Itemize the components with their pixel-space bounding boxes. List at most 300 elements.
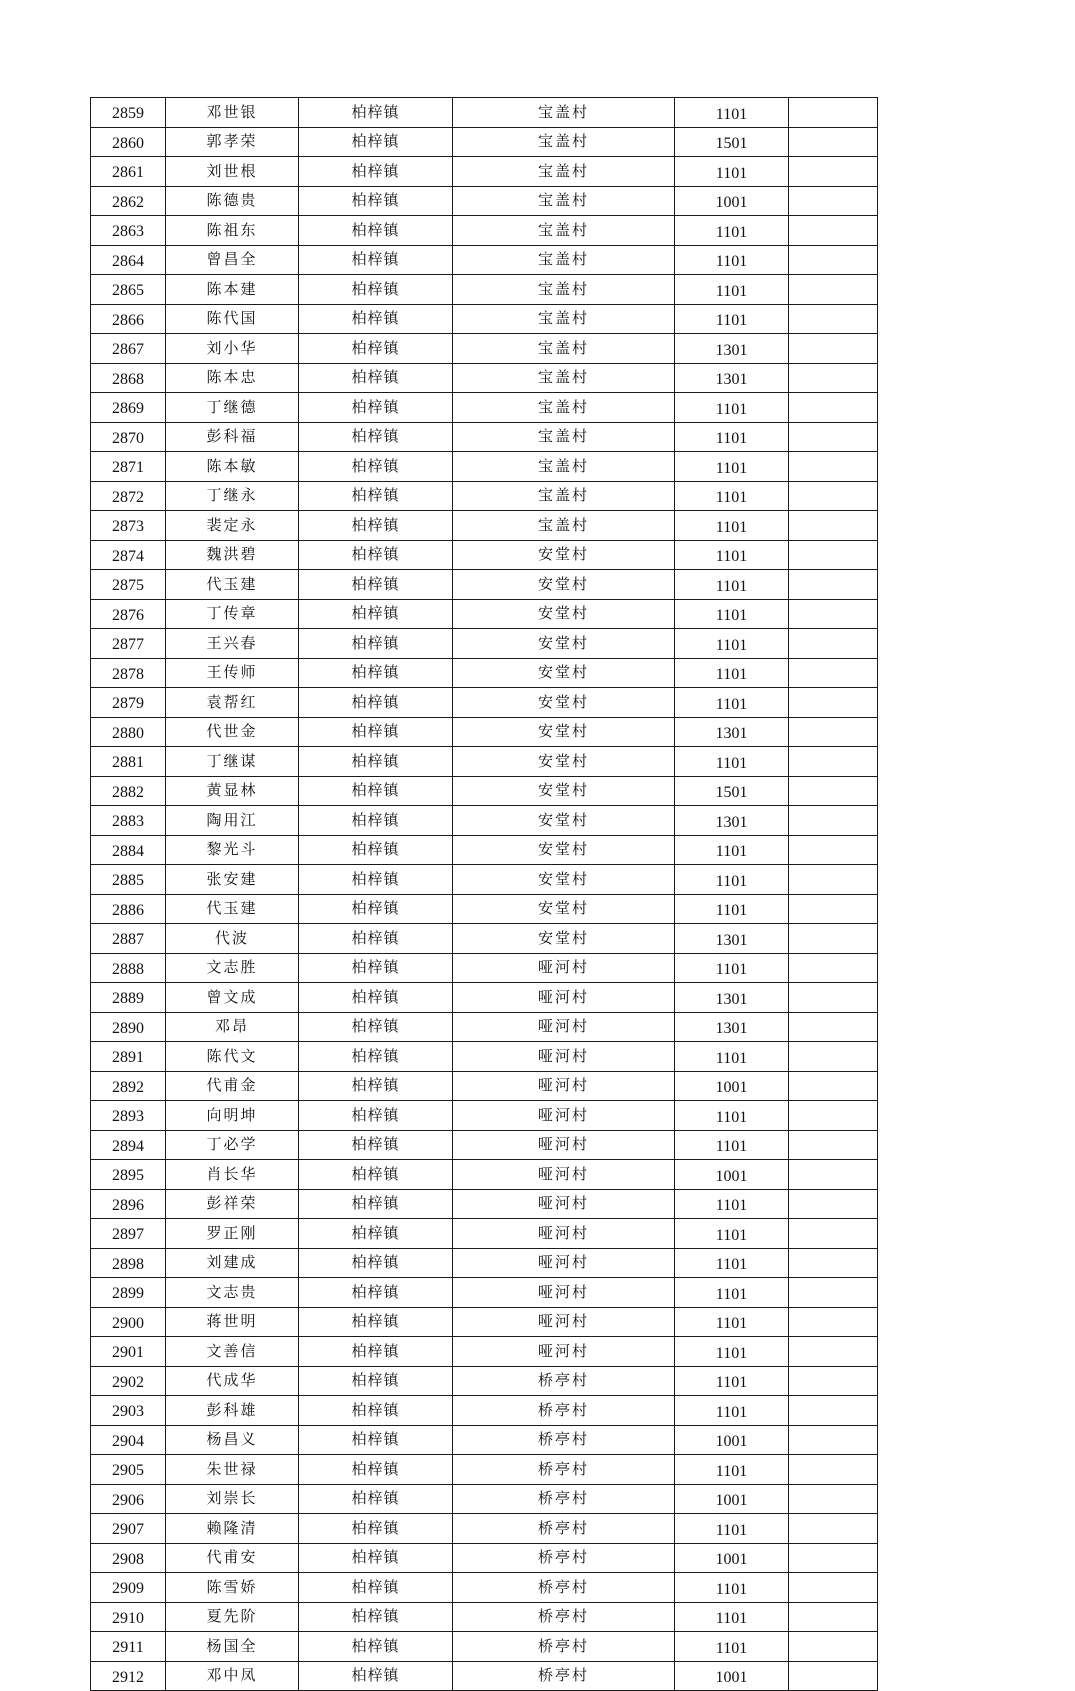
table-row [91, 1160, 878, 1190]
cell-index: 2864 [91, 245, 166, 275]
cell-index: 2905 [91, 1455, 166, 1485]
cell-village: 宝盖村 [453, 186, 675, 216]
cell-name: 王传师 [166, 658, 299, 688]
cell-index: 2911 [91, 1632, 166, 1662]
cell-village: 桥亭村 [453, 1425, 675, 1455]
cell-note [789, 481, 878, 511]
cell-town: 柏梓镇 [299, 1425, 453, 1455]
cell-village: 桥亭村 [453, 1396, 675, 1426]
cell-note [789, 1573, 878, 1603]
table-row [91, 1366, 878, 1396]
cell-town: 柏梓镇 [299, 98, 453, 128]
cell-village: 哑河村 [453, 983, 675, 1013]
cell-index: 2878 [91, 658, 166, 688]
cell-name: 丁继永 [166, 481, 299, 511]
cell-note [789, 776, 878, 806]
cell-name: 夏先阶 [166, 1602, 299, 1632]
table-row [91, 98, 878, 128]
cell-code: 1001 [675, 1484, 789, 1514]
cell-index: 2882 [91, 776, 166, 806]
cell-town: 柏梓镇 [299, 747, 453, 777]
table-row [91, 1248, 878, 1278]
table-row [91, 776, 878, 806]
cell-note [789, 1278, 878, 1308]
cell-index: 2869 [91, 393, 166, 423]
cell-index: 2904 [91, 1425, 166, 1455]
cell-name: 陈代国 [166, 304, 299, 334]
cell-note [789, 835, 878, 865]
table-row [91, 1071, 878, 1101]
cell-code: 1101 [675, 157, 789, 187]
cell-index: 2872 [91, 481, 166, 511]
cell-index: 2867 [91, 334, 166, 364]
cell-name: 代成华 [166, 1366, 299, 1396]
cell-note [789, 422, 878, 452]
cell-town: 柏梓镇 [299, 717, 453, 747]
cell-code: 1101 [675, 216, 789, 246]
cell-note [789, 1071, 878, 1101]
cell-name: 刘崇长 [166, 1484, 299, 1514]
cell-village: 哑河村 [453, 1130, 675, 1160]
cell-code: 1301 [675, 1012, 789, 1042]
cell-town: 柏梓镇 [299, 363, 453, 393]
data-table [90, 97, 878, 1691]
cell-note [789, 688, 878, 718]
cell-town: 柏梓镇 [299, 1337, 453, 1367]
cell-note [789, 216, 878, 246]
cell-note [789, 245, 878, 275]
cell-code: 1101 [675, 98, 789, 128]
cell-village: 宝盖村 [453, 481, 675, 511]
cell-index: 2900 [91, 1307, 166, 1337]
cell-code: 1301 [675, 983, 789, 1013]
cell-index: 2884 [91, 835, 166, 865]
cell-name: 曾昌全 [166, 245, 299, 275]
cell-code: 1101 [675, 747, 789, 777]
cell-town: 柏梓镇 [299, 216, 453, 246]
cell-note [789, 1189, 878, 1219]
cell-note [789, 658, 878, 688]
cell-index: 2903 [91, 1396, 166, 1426]
cell-town: 柏梓镇 [299, 953, 453, 983]
cell-village: 哑河村 [453, 1307, 675, 1337]
cell-index: 2890 [91, 1012, 166, 1042]
cell-town: 柏梓镇 [299, 540, 453, 570]
cell-index: 2893 [91, 1101, 166, 1131]
table-row [91, 717, 878, 747]
table-row [91, 570, 878, 600]
cell-index: 2896 [91, 1189, 166, 1219]
table-row [91, 658, 878, 688]
table-row [91, 511, 878, 541]
table-row [91, 806, 878, 836]
cell-code: 1001 [675, 1425, 789, 1455]
cell-index: 2860 [91, 127, 166, 157]
cell-index: 2886 [91, 894, 166, 924]
cell-note [789, 157, 878, 187]
cell-code: 1001 [675, 1543, 789, 1573]
table-row [91, 540, 878, 570]
cell-name: 袁帮红 [166, 688, 299, 718]
cell-name: 郭孝荣 [166, 127, 299, 157]
cell-name: 丁必学 [166, 1130, 299, 1160]
cell-note [789, 363, 878, 393]
cell-note [789, 452, 878, 482]
cell-code: 1101 [675, 540, 789, 570]
cell-code: 1101 [675, 1278, 789, 1308]
cell-town: 柏梓镇 [299, 1307, 453, 1337]
cell-name: 彭科雄 [166, 1396, 299, 1426]
cell-town: 柏梓镇 [299, 865, 453, 895]
cell-name: 邓世银 [166, 98, 299, 128]
cell-index: 2908 [91, 1543, 166, 1573]
cell-town: 柏梓镇 [299, 894, 453, 924]
cell-index: 2901 [91, 1337, 166, 1367]
cell-name: 陈德贵 [166, 186, 299, 216]
cell-note [789, 1337, 878, 1367]
cell-note [789, 717, 878, 747]
cell-name: 陈本敏 [166, 452, 299, 482]
cell-index: 2866 [91, 304, 166, 334]
cell-code: 1301 [675, 334, 789, 364]
cell-index: 2898 [91, 1248, 166, 1278]
table-row [91, 481, 878, 511]
cell-name: 张安建 [166, 865, 299, 895]
cell-code: 1501 [675, 776, 789, 806]
table-row [91, 1219, 878, 1249]
cell-code: 1001 [675, 1071, 789, 1101]
cell-village: 宝盖村 [453, 216, 675, 246]
cell-code: 1101 [675, 1307, 789, 1337]
cell-index: 2902 [91, 1366, 166, 1396]
cell-town: 柏梓镇 [299, 275, 453, 305]
cell-name: 魏洪碧 [166, 540, 299, 570]
cell-town: 柏梓镇 [299, 776, 453, 806]
cell-name: 文善信 [166, 1337, 299, 1367]
cell-code: 1101 [675, 1602, 789, 1632]
cell-village: 宝盖村 [453, 127, 675, 157]
cell-note [789, 1543, 878, 1573]
cell-name: 代玉建 [166, 894, 299, 924]
cell-note [789, 1425, 878, 1455]
cell-name: 蒋世明 [166, 1307, 299, 1337]
cell-village: 桥亭村 [453, 1632, 675, 1662]
table-row [91, 393, 878, 423]
table-row [91, 1278, 878, 1308]
cell-town: 柏梓镇 [299, 1219, 453, 1249]
cell-name: 曾文成 [166, 983, 299, 1013]
cell-town: 柏梓镇 [299, 658, 453, 688]
cell-code: 1101 [675, 894, 789, 924]
table-row [91, 1455, 878, 1485]
cell-town: 柏梓镇 [299, 1514, 453, 1544]
cell-index: 2874 [91, 540, 166, 570]
cell-note [789, 1661, 878, 1691]
cell-village: 哑河村 [453, 1189, 675, 1219]
cell-name: 文志贵 [166, 1278, 299, 1308]
cell-index: 2894 [91, 1130, 166, 1160]
cell-name: 丁传章 [166, 599, 299, 629]
cell-village: 桥亭村 [453, 1366, 675, 1396]
cell-code: 1501 [675, 127, 789, 157]
cell-index: 2871 [91, 452, 166, 482]
cell-note [789, 629, 878, 659]
cell-note [789, 924, 878, 954]
cell-town: 柏梓镇 [299, 511, 453, 541]
cell-name: 刘建成 [166, 1248, 299, 1278]
cell-town: 柏梓镇 [299, 1160, 453, 1190]
cell-town: 柏梓镇 [299, 1573, 453, 1603]
cell-name: 代波 [166, 924, 299, 954]
cell-code: 1101 [675, 865, 789, 895]
cell-code: 1101 [675, 452, 789, 482]
cell-name: 杨昌义 [166, 1425, 299, 1455]
cell-village: 宝盖村 [453, 393, 675, 423]
cell-town: 柏梓镇 [299, 599, 453, 629]
cell-name: 刘小华 [166, 334, 299, 364]
table-row [91, 275, 878, 305]
cell-code: 1101 [675, 245, 789, 275]
cell-code: 1301 [675, 717, 789, 747]
cell-code: 1101 [675, 688, 789, 718]
cell-name: 陈代文 [166, 1042, 299, 1072]
cell-note [789, 1632, 878, 1662]
table-row [91, 363, 878, 393]
cell-town: 柏梓镇 [299, 452, 453, 482]
cell-name: 代甫金 [166, 1071, 299, 1101]
cell-town: 柏梓镇 [299, 983, 453, 1013]
cell-town: 柏梓镇 [299, 1248, 453, 1278]
table-row [91, 304, 878, 334]
table-row [91, 1573, 878, 1603]
cell-note [789, 1366, 878, 1396]
cell-code: 1101 [675, 570, 789, 600]
cell-village: 安堂村 [453, 688, 675, 718]
cell-note [789, 127, 878, 157]
cell-town: 柏梓镇 [299, 304, 453, 334]
table-row [91, 127, 878, 157]
cell-town: 柏梓镇 [299, 1455, 453, 1485]
table-row [91, 157, 878, 187]
cell-index: 2862 [91, 186, 166, 216]
table-row [91, 865, 878, 895]
cell-note [789, 1101, 878, 1131]
cell-village: 哑河村 [453, 1071, 675, 1101]
cell-village: 安堂村 [453, 835, 675, 865]
table-row [91, 1543, 878, 1573]
cell-town: 柏梓镇 [299, 835, 453, 865]
cell-town: 柏梓镇 [299, 688, 453, 718]
cell-name: 黄显林 [166, 776, 299, 806]
cell-code: 1101 [675, 1130, 789, 1160]
cell-note [789, 540, 878, 570]
table-row [91, 452, 878, 482]
cell-town: 柏梓镇 [299, 806, 453, 836]
cell-index: 2876 [91, 599, 166, 629]
cell-note [789, 865, 878, 895]
cell-town: 柏梓镇 [299, 334, 453, 364]
cell-index: 2912 [91, 1661, 166, 1691]
cell-name: 陈本忠 [166, 363, 299, 393]
table-row [91, 894, 878, 924]
cell-village: 宝盖村 [453, 304, 675, 334]
cell-village: 宝盖村 [453, 452, 675, 482]
cell-village: 宝盖村 [453, 275, 675, 305]
cell-town: 柏梓镇 [299, 1484, 453, 1514]
cell-name: 罗正刚 [166, 1219, 299, 1249]
table-row [91, 924, 878, 954]
table-row [91, 1396, 878, 1426]
table-row [91, 1632, 878, 1662]
cell-note [789, 1602, 878, 1632]
cell-note [789, 953, 878, 983]
cell-name: 代玉建 [166, 570, 299, 600]
table-row [91, 1425, 878, 1455]
cell-index: 2859 [91, 98, 166, 128]
cell-code: 1101 [675, 1337, 789, 1367]
cell-town: 柏梓镇 [299, 157, 453, 187]
cell-index: 2870 [91, 422, 166, 452]
cell-code: 1101 [675, 304, 789, 334]
cell-code: 1101 [675, 1366, 789, 1396]
cell-code: 1101 [675, 835, 789, 865]
cell-name: 陶用江 [166, 806, 299, 836]
cell-code: 1101 [675, 1248, 789, 1278]
cell-town: 柏梓镇 [299, 1632, 453, 1662]
table-row [91, 1337, 878, 1367]
cell-note [789, 806, 878, 836]
cell-village: 桥亭村 [453, 1661, 675, 1691]
cell-town: 柏梓镇 [299, 127, 453, 157]
table-row [91, 422, 878, 452]
cell-note [789, 511, 878, 541]
cell-name: 王兴春 [166, 629, 299, 659]
cell-village: 哑河村 [453, 1101, 675, 1131]
cell-index: 2877 [91, 629, 166, 659]
cell-village: 哑河村 [453, 953, 675, 983]
cell-code: 1101 [675, 481, 789, 511]
cell-village: 安堂村 [453, 599, 675, 629]
cell-village: 宝盖村 [453, 511, 675, 541]
cell-code: 1101 [675, 1042, 789, 1072]
table-row [91, 1042, 878, 1072]
cell-name: 陈雪娇 [166, 1573, 299, 1603]
cell-village: 哑河村 [453, 1248, 675, 1278]
cell-code: 1301 [675, 924, 789, 954]
cell-code: 1301 [675, 806, 789, 836]
cell-village: 桥亭村 [453, 1484, 675, 1514]
cell-code: 1101 [675, 275, 789, 305]
cell-village: 安堂村 [453, 540, 675, 570]
cell-village: 宝盖村 [453, 363, 675, 393]
table-row [91, 747, 878, 777]
cell-note [789, 1160, 878, 1190]
cell-town: 柏梓镇 [299, 1189, 453, 1219]
cell-index: 2875 [91, 570, 166, 600]
cell-town: 柏梓镇 [299, 1101, 453, 1131]
cell-index: 2892 [91, 1071, 166, 1101]
cell-note [789, 1484, 878, 1514]
cell-name: 向明坤 [166, 1101, 299, 1131]
table-row [91, 1307, 878, 1337]
cell-code: 1101 [675, 1514, 789, 1544]
cell-name: 刘世根 [166, 157, 299, 187]
cell-name: 彭科福 [166, 422, 299, 452]
cell-name: 文志胜 [166, 953, 299, 983]
cell-index: 2895 [91, 1160, 166, 1190]
cell-note [789, 570, 878, 600]
cell-name: 陈本建 [166, 275, 299, 305]
cell-index: 2879 [91, 688, 166, 718]
cell-code: 1101 [675, 658, 789, 688]
cell-note [789, 393, 878, 423]
cell-note [789, 1012, 878, 1042]
cell-note [789, 1396, 878, 1426]
table-row [91, 334, 878, 364]
table-row [91, 1101, 878, 1131]
cell-name: 赖隆清 [166, 1514, 299, 1544]
cell-index: 2887 [91, 924, 166, 954]
cell-index: 2899 [91, 1278, 166, 1308]
table-row [91, 1189, 878, 1219]
cell-note [789, 304, 878, 334]
cell-name: 陈祖东 [166, 216, 299, 246]
cell-village: 安堂村 [453, 894, 675, 924]
cell-note [789, 1219, 878, 1249]
table-row [91, 1130, 878, 1160]
cell-index: 2897 [91, 1219, 166, 1249]
cell-code: 1101 [675, 629, 789, 659]
cell-village: 安堂村 [453, 806, 675, 836]
cell-note [789, 747, 878, 777]
cell-town: 柏梓镇 [299, 393, 453, 423]
cell-town: 柏梓镇 [299, 1278, 453, 1308]
cell-index: 2910 [91, 1602, 166, 1632]
cell-index: 2861 [91, 157, 166, 187]
cell-town: 柏梓镇 [299, 1012, 453, 1042]
cell-note [789, 334, 878, 364]
cell-village: 宝盖村 [453, 334, 675, 364]
cell-town: 柏梓镇 [299, 629, 453, 659]
cell-name: 邓中凤 [166, 1661, 299, 1691]
cell-code: 1101 [675, 511, 789, 541]
cell-village: 桥亭村 [453, 1514, 675, 1544]
cell-town: 柏梓镇 [299, 481, 453, 511]
cell-code: 1001 [675, 1661, 789, 1691]
cell-name: 朱世禄 [166, 1455, 299, 1485]
table-row [91, 1012, 878, 1042]
cell-code: 1101 [675, 1101, 789, 1131]
cell-code: 1101 [675, 1396, 789, 1426]
table-row [91, 216, 878, 246]
cell-index: 2906 [91, 1484, 166, 1514]
cell-note [789, 894, 878, 924]
cell-note [789, 1455, 878, 1485]
cell-village: 哑河村 [453, 1160, 675, 1190]
cell-village: 安堂村 [453, 570, 675, 600]
cell-name: 彭祥荣 [166, 1189, 299, 1219]
cell-town: 柏梓镇 [299, 1366, 453, 1396]
table-row [91, 1514, 878, 1544]
cell-note [789, 98, 878, 128]
cell-index: 2888 [91, 953, 166, 983]
cell-code: 1101 [675, 393, 789, 423]
cell-index: 2868 [91, 363, 166, 393]
cell-code: 1101 [675, 1455, 789, 1485]
cell-town: 柏梓镇 [299, 1602, 453, 1632]
cell-village: 宝盖村 [453, 157, 675, 187]
cell-name: 丁继德 [166, 393, 299, 423]
